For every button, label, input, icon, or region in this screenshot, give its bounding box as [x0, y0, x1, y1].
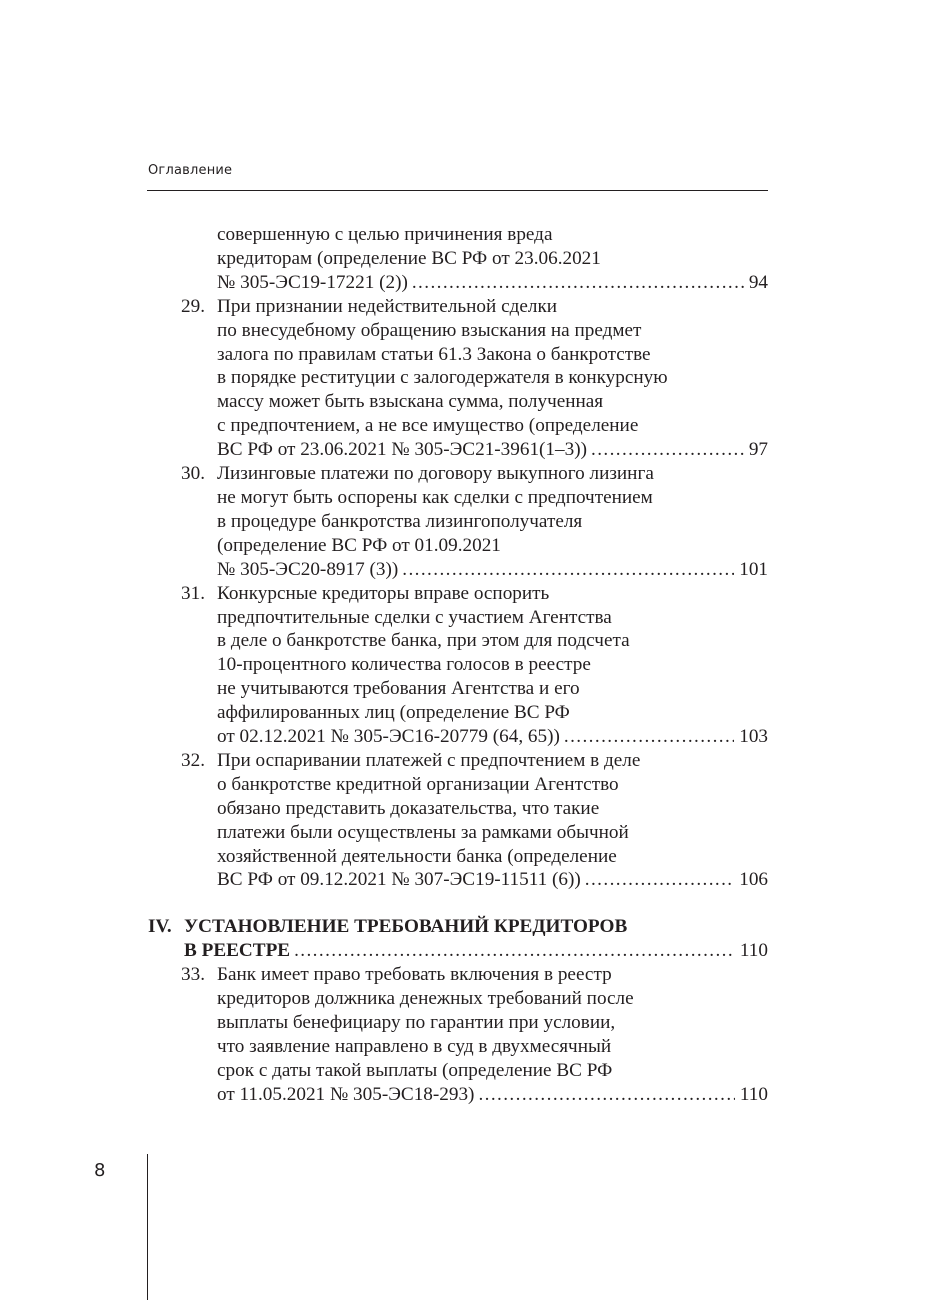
toc-entry-29[interactable]: [148, 295, 768, 462]
entry-number: 33.: [181, 964, 205, 986]
page-ref: 106: [739, 869, 768, 891]
page-ref: 97: [748, 439, 768, 461]
entry-text-line: от 11.05.2021 № 305-ЭС18-293): [217, 1083, 475, 1105]
page-ref: 110: [739, 1083, 768, 1105]
entry-text-line: в процедуре банкротства лизингополучателя: [217, 510, 583, 532]
entry-text-line: При оспаривании платежей с предпочтением в деле: [217, 749, 641, 771]
entry-text-line: При признании недействительной сделки: [217, 295, 558, 317]
dot-leader: [294, 939, 735, 963]
entry-last-line: [217, 868, 768, 892]
entry-text-line: выплаты бенефициару по гарантии при условии,: [217, 1012, 616, 1033]
entry-number: 31.: [181, 582, 205, 604]
page-ref: 110: [739, 940, 768, 962]
entry-text-line: совершенную с целью причинения вреда: [217, 224, 553, 245]
entry-text-line: срок с даты такой выплаты (определение ВС РФ: [217, 1059, 613, 1081]
footer-rule: [147, 1154, 148, 1300]
chapter-last-line: [184, 939, 768, 963]
entry-text-line: о банкротстве кредитной организации Агентство: [217, 773, 619, 795]
entry-text-line: платежи были осуществлены за рамками обычной: [217, 821, 629, 843]
entry-text-line: кредиторов должника денежных требований после: [217, 988, 634, 1010]
entry-text-line: по внесудебному обращению взыскания на предмет: [217, 319, 642, 341]
entry-number: 30.: [181, 463, 205, 485]
entry-text-line: ВС РФ от 23.06.2021 № 305-ЭС21-3961(1–3)): [217, 439, 587, 461]
entry-last-line: [217, 271, 768, 295]
toc-entry-33[interactable]: [148, 963, 768, 1106]
dot-leader: [564, 725, 734, 749]
entry-text-line: залога по правилам статьи 61.3 Закона о банкротстве: [217, 343, 651, 365]
entry-text-line: что заявление направлено в суд в двухмесячный: [217, 1035, 612, 1057]
entry-text-line: обязано представить доказательства, что такие: [217, 797, 600, 819]
entry-text-line: Конкурсные кредиторы вправе оспорить: [217, 582, 550, 604]
entry-text-line: хозяйственной деятельности банка (определение: [217, 845, 617, 867]
entry-text-line: с предпочтением, а не все имущество (определение: [217, 415, 639, 437]
dot-leader: [591, 438, 744, 462]
entry-text-line: массу может быть взыскана сумма, полученная: [217, 391, 604, 413]
chapter-title-line: УСТАНОВЛЕНИЕ ТРЕБОВАНИЙ КРЕДИТОРОВ: [184, 916, 628, 938]
entry-text-line: Лизинговые платежи по договору выкупного лизинга: [217, 463, 654, 485]
entry-text-line: Банк имеет право требовать включения в реестр: [217, 964, 612, 986]
entry-text-line: (определение ВС РФ от 01.09.2021: [217, 534, 501, 556]
page-number: 8: [94, 1160, 106, 1181]
chapter-roman-numeral: IV.: [148, 916, 172, 938]
header-rule: [147, 190, 768, 191]
entry-last-line: [217, 558, 768, 582]
dot-leader: [478, 1083, 734, 1107]
toc-entry-31[interactable]: [148, 582, 768, 749]
toc-entry-30[interactable]: [148, 462, 768, 582]
toc-entry-continuation[interactable]: [148, 223, 768, 295]
dot-leader: [402, 558, 734, 582]
toc-chapter-iv[interactable]: [148, 915, 768, 963]
running-head: Оглавление: [148, 163, 233, 178]
entry-number: 32.: [181, 749, 205, 771]
entry-last-line: [217, 438, 768, 462]
entry-last-line: [217, 725, 768, 749]
entry-text-line: № 305-ЭС19-17221 (2)): [217, 271, 408, 293]
entry-text-line: в порядке реституции с залогодержателя в конкурсную: [217, 367, 668, 389]
entry-text-line: в деле о банкротстве банка, при этом для подсчета: [217, 630, 630, 652]
dot-leader: [585, 868, 734, 892]
page-ref: 103: [739, 726, 768, 748]
chapter-title-line: В РЕЕСТРЕ: [184, 940, 291, 962]
entry-number: 29.: [181, 295, 205, 317]
dot-leader: [412, 271, 744, 295]
entry-text-line: аффилированных лиц (определение ВС РФ: [217, 702, 570, 724]
entry-text-line: 10-процентного количества голосов в реестре: [217, 654, 591, 676]
page-ref: 94: [748, 271, 768, 293]
table-of-contents: [148, 223, 768, 1107]
entry-text-line: кредиторам (определение ВС РФ от 23.06.2021: [217, 247, 601, 269]
entry-text-line: предпочтительные сделки с участием Агентства: [217, 606, 612, 628]
entry-last-line: [217, 1083, 768, 1107]
entry-text-line: не учитываются требования Агентства и его: [217, 678, 580, 700]
entry-text-line: от 02.12.2021 № 305-ЭС16-20779 (64, 65)): [217, 726, 560, 748]
entry-text-line: ВС РФ от 09.12.2021 № 307-ЭС19-11511 (6)): [217, 869, 581, 891]
entry-text-line: № 305-ЭС20-8917 (3)): [217, 558, 399, 580]
entry-text-line: не могут быть оспорены как сделки с предпочтением: [217, 486, 653, 508]
toc-entry-32[interactable]: [148, 749, 768, 892]
page-ref: 101: [739, 558, 768, 580]
